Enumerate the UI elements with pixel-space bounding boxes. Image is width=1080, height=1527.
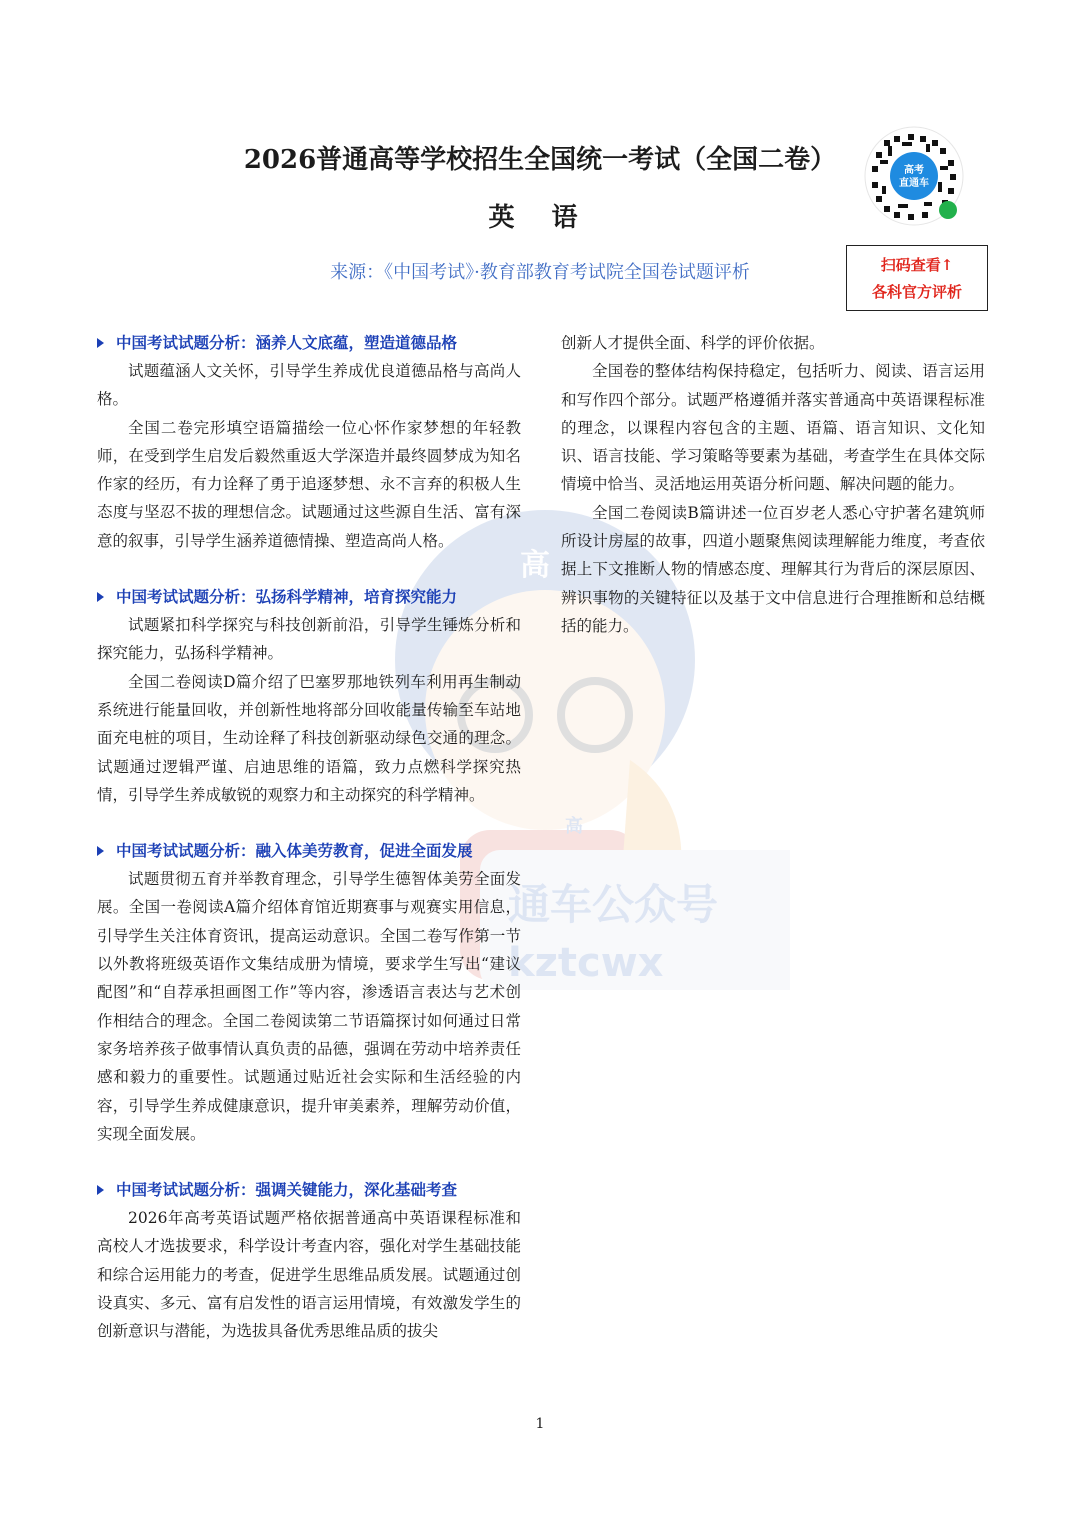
section-heading-1 [97, 329, 521, 357]
section-heading-text: 中国考试试题分析：涵养人文底蕴，塑造道德品格 [116, 333, 458, 352]
watermark-text-line2: kztcwx [508, 940, 664, 986]
document-title: 2026普通高等学校招生全国统一考试（全国二卷） [243, 145, 837, 175]
triangle-bullet-icon [97, 592, 104, 602]
watermark-char-top: 高 [520, 548, 550, 583]
paragraph-continuation: 创新人才提供全面、科学的评价依据。 [561, 334, 825, 352]
section-heading-text: 中国考试试题分析：强调关键能力，深化基础考查 [116, 1180, 458, 1200]
triangle-bullet-icon [97, 338, 104, 348]
section-heading-4 [97, 1176, 521, 1204]
paragraph: 2026年高考英语试题严格依据普通高中英语课程标准和高校人才选拔要求，科学设计考查内容，强化对学生基础技能和综合运用能力的考查，促进学生思维品质发展。试题通过创设真实、多元、富有启发性的语言运用情境，有效激发学生的创新意识与潜能，为选拔具备优秀思维品质的拔尖 [97, 1209, 521, 1341]
watermark-text-line1: 通车公众号 [508, 880, 719, 929]
section-heading-2 [97, 583, 521, 611]
source-line: 来源：《中国考试》·教育部教育考试院全国卷试题评析 [330, 262, 750, 283]
page-number: 1 [535, 1416, 545, 1432]
watermark-char-mid: 高 [565, 816, 583, 837]
section-heading-text: 中国考试试题分析：弘扬科学精神，培育探究能力 [116, 587, 458, 607]
scan-prompt-line1: 扫码查看↑ [880, 256, 954, 274]
triangle-bullet-icon [97, 846, 104, 856]
paragraph: 全国卷的整体结构保持稳定，包括听力、阅读、语言运用和写作四个部分。试题严格遵循并落实普通高中英语课程标准的理念，以课程内容包含的主题、语篇、语言知识、文化知识、语言技能、学习策略等要素为基础，考查学生在具体交际情境中恰当、灵活地运用英语分析问题、解决问题的能力。 [561, 362, 985, 494]
paragraph: 试题蕴涵人文关怀，引导学生养成优良道德品格与高尚人格。 [97, 362, 521, 409]
qr-badge-line1: 高考 [904, 165, 924, 176]
paragraph: 试题紧扣科学探究与科技创新前沿，引导学生锤炼分析和探究能力，弘扬科学精神。 [97, 616, 521, 663]
scan-prompt-line2: 各科官方评析 [871, 283, 962, 301]
subject-title: 英 语 [488, 203, 592, 233]
qr-badge-line2: 直通车 [899, 178, 929, 189]
scan-prompt-box [846, 245, 988, 311]
paragraph: 全国二卷阅读B篇讲述一位百岁老人悉心守护著名建筑师所设计房屋的故事，四道小题聚焦阅读理解能力维度，考查依据上下文推断人物的情感态度、理解其行为背后的深层原因、辨识事物的关键特征以及基于文中信息进行合理推断和总结概括的能力。 [561, 503, 985, 635]
paragraph: 试题贯彻五育并举教育理念，引导学生德智体美劳全面发展。全国一卷阅读A篇介绍体育馆近期赛事与观赛实用信息，引导学生关注体育资讯，提高运动意识。全国二卷写作第一节以外教将班级英语作文集结成册为情境，要求学生写出“建议配图”和“自荐承担画图工作”等内容，渗透语言表达与艺术创作相结合的理念。全国二卷阅读第二节语篇探讨如何通过日常家务培养孩子做事情认真负责的品德，强调在劳动中培养责任感和毅力的重要性。试题通过贴近社会实际和生活经验的内容，引导学生养成健康意识，提升审美素养，理解劳动价值，实现全面发展。 [97, 870, 521, 1143]
paragraph: 全国二卷阅读D篇介绍了巴塞罗那地铁列车利用再生制动系统进行能量回收，并创新性地将部分回收能量传输至车站地面充电桩的项目，生动诠释了科技创新驱动绿色交通的理念。试题通过逻辑严谨、启迪思维的语篇，致力点燃科学探究热情，引导学生养成敏锐的观察力和主动探究的科学精神。 [97, 672, 521, 804]
section-heading-3 [97, 837, 521, 865]
qr-code[interactable] [864, 126, 964, 226]
section-heading-text: 中国考试试题分析：融入体美劳教育，促进全面发展 [116, 841, 473, 861]
paragraph: 全国二卷完形填空语篇描绘一位心怀作家梦想的年轻教师，在受到学生启发后毅然重返大学深造并最终圆梦成为知名作家的经历，有力诠释了勇于追逐梦想、永不言弃的积极人生态度与坚忍不拔的理想信念。试题通过这些源自生活、富有深意的叙事，引导学生涵养道德情操、塑造高尚人格。 [97, 418, 521, 550]
triangle-bullet-icon [97, 1185, 104, 1195]
left-column [97, 329, 521, 1346]
right-column [561, 329, 985, 640]
qr-code-icon [864, 126, 964, 226]
